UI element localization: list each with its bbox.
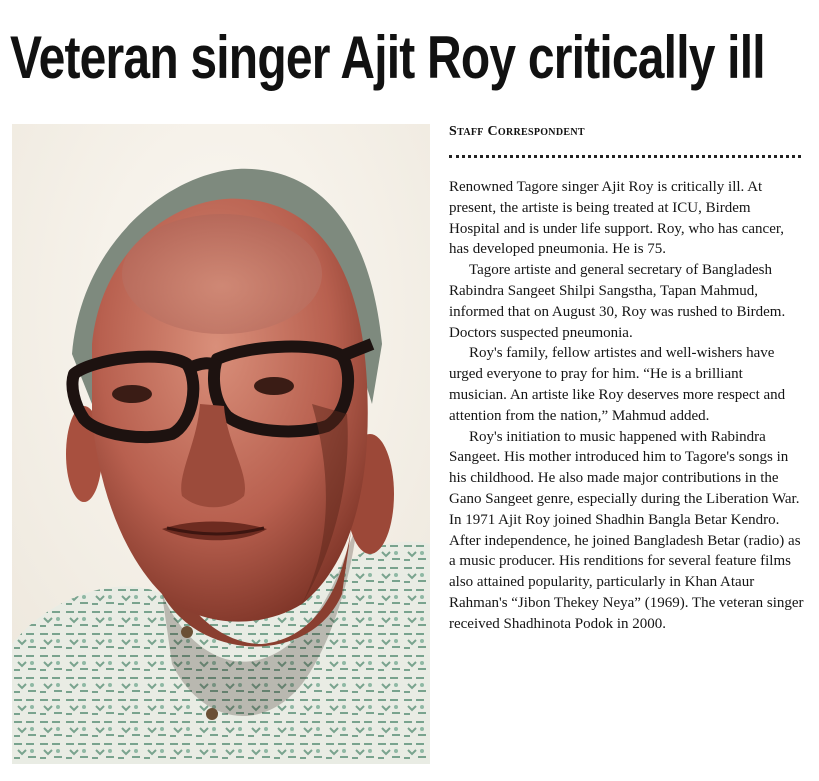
article-body: [449, 177, 804, 635]
paragraph: Tagore artiste and general secretary of Bangladesh Rabindra Sangeet Shilpi Sangstha, Tapan Mahmud, informed that on August 30, Roy was rushed to Birdem. Doctors suspected pneumonia.: [449, 262, 786, 341]
portrait-illustration: [12, 124, 430, 764]
byline: Staff Correspondent: [449, 124, 585, 139]
paragraph: Roy's family, fellow artistes and well-wishers have urged everyone to pray for him. “He is a brilliant musician. An artiste like Roy deserves more respect and attention from the nation,” Mahmud added.: [449, 345, 786, 424]
headline: Veteran singer Ajit Roy critically ill: [10, 24, 765, 91]
paragraph: Renowned Tagore singer Ajit Roy is critically ill. At present, the artiste is being treated at ICU, Birdem Hospital and is under life support. Roy, who has cancer, has developed pneumonia. He is 75.: [449, 179, 785, 258]
portrait-photo: [12, 124, 430, 764]
byline-divider: [449, 155, 801, 158]
paragraph: Roy's initiation to music happened with Rabindra Sangeet. His mother introduced him to Tagore's songs in his childhood. He also made major contributions in the Gano Sangeet genre, especially during the Liberation War. In 1971 Ajit Roy joined Shadhin Bangla Betar Kendro. After independence, he joined Bangladesh Betar (radio) as a music producer. His renditions for several feature films also attained popularity, particularly in Khan Ataur Rahman's “Jibon Thekey Neya” (1969). The veteran singer received Shadhinota Podok in 2000.: [449, 428, 804, 632]
